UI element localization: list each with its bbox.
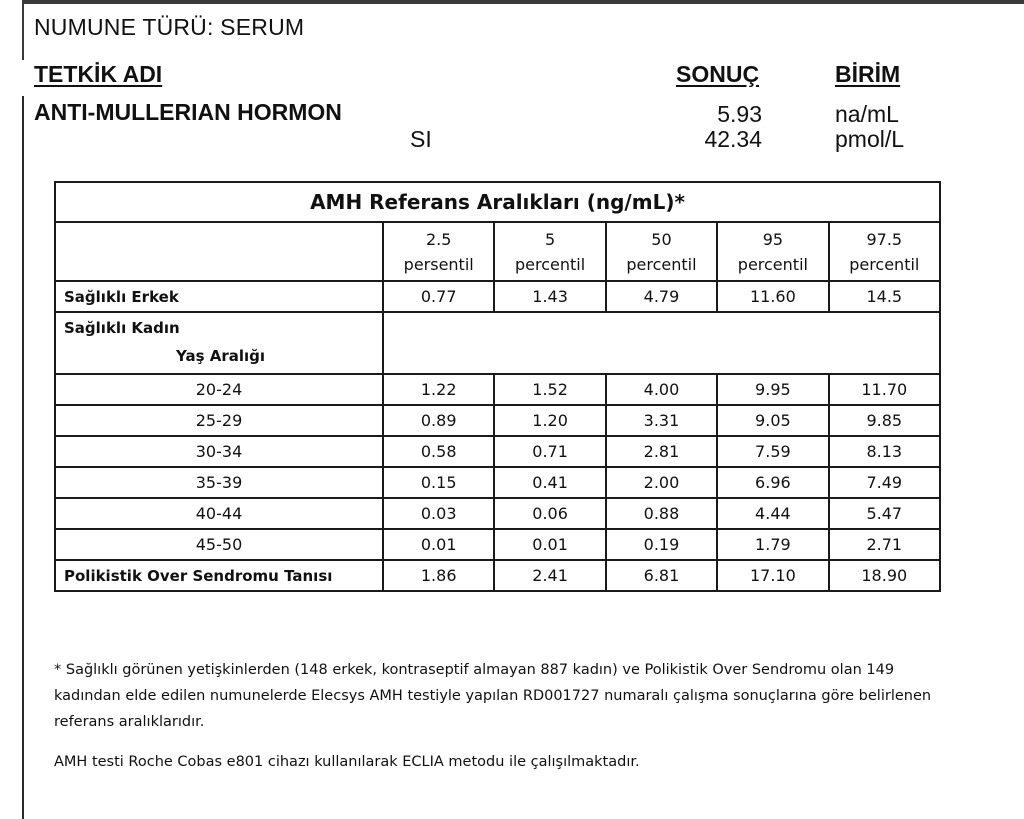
method-note: AMH testi Roche Cobas e801 cihazı kullanılarak ECLIA metodu ile çalışılmaktadır. xyxy=(54,754,640,770)
table-row xyxy=(55,436,940,467)
test-result-value: 5.93 xyxy=(717,101,762,127)
women-group-label: Sağlıklı Kadın xyxy=(64,319,180,337)
table-cell: 1.20 xyxy=(494,405,605,436)
percentile-header: 5 percentil xyxy=(494,222,605,281)
table-cell: 9.95 xyxy=(717,374,828,405)
table-row xyxy=(55,374,940,405)
table-cell: 0.06 xyxy=(494,498,605,529)
table-row xyxy=(55,498,940,529)
reference-table-title: AMH Referans Aralıkları (ng/mL)* xyxy=(55,182,940,222)
footnote: * Sağlıklı görünen yetişkinlerden (148 erkek, kontraseptif almayan 887 kadın) ve Polikistik Over Sendromu olan 149 kadından elde edilen numunelerde Elecsys AMH testiyle yapılan RD001727 numaralı çalışma sonuçlarına göre belirlenen referans aralıklarıdır. xyxy=(54,662,932,730)
row-label: Sağlıklı Erkek xyxy=(55,281,383,312)
table-cell: 4.79 xyxy=(606,281,717,312)
table-cell: 9.85 xyxy=(829,405,940,436)
table-cell: 0.89 xyxy=(383,405,494,436)
table-row xyxy=(55,529,940,560)
header-test-name: TETKİK ADI xyxy=(34,61,163,87)
table-cell: 11.70 xyxy=(829,374,940,405)
empty-header-cell xyxy=(55,222,383,281)
percentile-header: 95 percentil xyxy=(717,222,828,281)
percentile-header-row xyxy=(55,222,940,281)
table-cell: 0.58 xyxy=(383,436,494,467)
table-cell: 9.05 xyxy=(717,405,828,436)
row-label: Polikistik Over Sendromu Tanısı xyxy=(55,560,383,591)
table-cell: 1.79 xyxy=(717,529,828,560)
age-range: 25-29 xyxy=(55,405,383,436)
age-range: 45-50 xyxy=(55,529,383,560)
age-range: 20-24 xyxy=(55,374,383,405)
table-cell: 14.5 xyxy=(829,281,940,312)
table-cell: 17.10 xyxy=(717,560,828,591)
women-label xyxy=(55,312,383,374)
age-range: 30-34 xyxy=(55,436,383,467)
age-range-label: Yaş Aralığı xyxy=(176,347,266,365)
page-left-border-top xyxy=(22,0,24,60)
table-cell: 1.86 xyxy=(383,560,494,591)
table-cell: 0.77 xyxy=(383,281,494,312)
table-cell: 2.00 xyxy=(606,467,717,498)
table-row xyxy=(55,405,940,436)
si-result-unit: pmol/L xyxy=(835,126,905,152)
table-cell: 1.43 xyxy=(494,281,605,312)
page-top-border xyxy=(22,0,1024,4)
percentile-header: 97.5 percentil xyxy=(829,222,940,281)
table-row xyxy=(55,467,940,498)
empty-merged-cell xyxy=(383,312,940,374)
table-cell: 6.81 xyxy=(606,560,717,591)
table-cell: 0.01 xyxy=(494,529,605,560)
reference-table xyxy=(54,181,941,592)
table-cell: 18.90 xyxy=(829,560,940,591)
test-name: ANTI-MULLERIAN HORMON xyxy=(34,99,342,125)
table-cell: 4.00 xyxy=(606,374,717,405)
test-result-unit: na/mL xyxy=(835,101,899,127)
table-cell: 2.71 xyxy=(829,529,940,560)
table-cell: 0.15 xyxy=(383,467,494,498)
table-cell: 5.47 xyxy=(829,498,940,529)
table-cell: 8.13 xyxy=(829,436,940,467)
percentile-header: 2.5 persentil xyxy=(383,222,494,281)
table-row-pcos xyxy=(55,560,940,591)
table-cell: 0.01 xyxy=(383,529,494,560)
table-cell: 2.41 xyxy=(494,560,605,591)
table-cell: 6.96 xyxy=(717,467,828,498)
header-unit: BİRİM xyxy=(835,61,901,87)
table-cell: 0.88 xyxy=(606,498,717,529)
table-cell: 2.81 xyxy=(606,436,717,467)
age-range: 35-39 xyxy=(55,467,383,498)
table-cell: 1.22 xyxy=(383,374,494,405)
table-cell: 0.41 xyxy=(494,467,605,498)
si-label: SI xyxy=(410,126,432,152)
table-row-women-header xyxy=(55,312,940,374)
sample-type: NUMUNE TÜRÜ: SERUM xyxy=(34,14,305,40)
table-cell: 0.03 xyxy=(383,498,494,529)
age-range: 40-44 xyxy=(55,498,383,529)
header-result: SONUÇ xyxy=(676,61,760,87)
table-cell: 4.44 xyxy=(717,498,828,529)
table-cell: 1.52 xyxy=(494,374,605,405)
table-cell: 7.49 xyxy=(829,467,940,498)
table-cell: 3.31 xyxy=(606,405,717,436)
table-row-men xyxy=(55,281,940,312)
si-result-value: 42.34 xyxy=(704,126,762,152)
table-cell: 0.19 xyxy=(606,529,717,560)
percentile-header: 50 percentil xyxy=(606,222,717,281)
page-left-border xyxy=(22,96,24,819)
table-cell: 0.71 xyxy=(494,436,605,467)
table-cell: 11.60 xyxy=(717,281,828,312)
table-cell: 7.59 xyxy=(717,436,828,467)
